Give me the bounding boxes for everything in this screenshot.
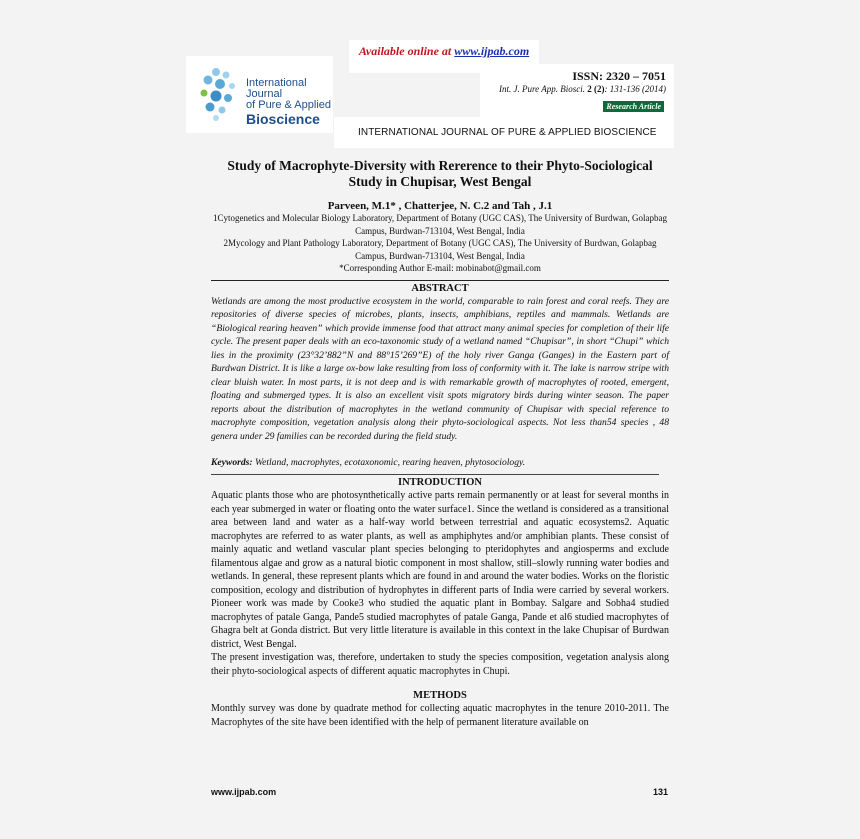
affiliation-1: 1Cytogenetics and Molecular Biology Laboratory, Department of Botany (UGC CAS), The University of Burdwan, Golapbag Campus, Burdwan-713104, West Bengal, India — [213, 213, 667, 236]
journal-logo — [186, 56, 333, 133]
journal-url-link[interactable]: www.ijpab.com — [454, 44, 530, 58]
authors: Parveen, M.1* , Chatterjee, N. C.2 and Tah , J.1 — [327, 200, 553, 212]
logo-dots-icon — [196, 66, 240, 122]
logo-line-3: Bioscience — [246, 111, 320, 127]
introduction-heading: INTRODUCTION — [397, 477, 482, 488]
page-number: 131 — [652, 787, 668, 797]
citation-journal: Int. J. Pure App. Biosci. — [499, 84, 585, 94]
journal-name: INTERNATIONAL JOURNAL OF PURE & APPLIED BIOSCIENCE — [358, 127, 657, 138]
issn: ISSN: 2320 – 7051 — [572, 69, 666, 83]
issn-box — [480, 64, 674, 117]
keywords-text: Wetland, macrophytes, ecotaxonomic, rearing heaven, phytosociology. — [254, 457, 526, 468]
abstract-text: Wetlands are among the most productive ecosystem in the world, comparable to rain forest and coral reefs. They are repositories of diverse species of microbes, plants, insects, amphibians, reptiles and mammals. Wetlands are “Biological rearing heaven” which provide immense food that attract many animal species for completion of their life cycle. The present paper deals with an eco-taxonomic study of a wetland named “Chupisar”, in short “Chupi” which lies in the proximity (23°32’882”N and 88°15’269”E) of the holy river Ganga (Ganges) in the Eastern part of Burdwan District. It is like a large ox-bow lake resulting from loss of conformity with it. The lake is narrow stripe with clear bluish water. In most parts, it is not deep and is with remarkable growth of macrophytes of rooted, emergent, floating and submerged types. It is also an excellent visit spots migratory birds during winter season. The paper reports about the distribution of macrophytes in the wetland community of Chupisar with special reference to macrophyte composition, vegetation analysis along their phyto-sociological aspects. Not less than54 species , 48 genera under 29 families can be recorded during the field study. — [211, 295, 669, 442]
footer-url: www.ijpab.com — [211, 787, 277, 797]
journal-name-box — [334, 117, 674, 148]
logo-line-2: of Pure & Applied — [246, 99, 332, 111]
methods-heading: METHODS — [413, 690, 467, 701]
paper-title: Study of Macrophyte-Diversity with Rererence to their Phyto-Sociological Study in Chupisar, West Bengal — [227, 158, 653, 189]
article-type-badge: Research Article — [603, 101, 664, 112]
citation — [499, 84, 666, 94]
article-content — [211, 158, 669, 729]
logo-line-1: International Journal — [246, 77, 307, 100]
divider — [211, 474, 659, 475]
keywords-label: Keywords: — [211, 457, 253, 468]
available-label: Available online at — [358, 44, 452, 58]
corresponding-author: *Corresponding Author E-mail: mobinabot@gmail.com — [339, 263, 541, 273]
citation-pages: : 131-136 (2014) — [604, 84, 666, 94]
divider — [211, 280, 669, 281]
methods-paragraph-1: Monthly survey was done by quadrate method for collecting aquatic macrophytes in the tenure 2010-2011. The Macrophytes of the site have been identified with the help of permanent literature available on — [211, 703, 669, 728]
introduction-paragraph-1: Aquatic plants those who are photosynthetically active parts remain permanently or at least for several months in each year submerged in water or floating onto the water surface1. Since the wetland is considered as a transitional area between land and water as a half-way world between terrestrial and aquatic ecosystems2. Aquatic macrophytes are referred to as water plants, as well as amphiphytes and/or amphibian plants. These consist of mainly aquatic and wetland vascular plant species belonging to pteridophytes and angiosperms and exclude filamentous algae and grow as a natural biotic component in most shallow, still–slowly running water bodies and wetlands. In general, these represent plants which are found in and around the water bodies. Works on the floristic composition, ecology and distribution of hydrophytes in different parts of India were carried by several workers. Pioneer work was made by Cooke3 who studied the aquatic plant in Bombay. Salgare and Sobha4 studied macrophytes of patale Ganga, Pande5 studied macrophytes of patale Ganga, Pande et al6 studied macrophytes of Ghagra belt at Gonda district. But very little literature is available in this context in the lake Chupisar of Burdwan district, West Bengal. — [211, 490, 669, 650]
affiliation-2: 2Mycology and Plant Pathology Laboratory, Department of Botany (UGC CAS), The University of Burdwan, Golapbag Campus, Burdwan-713104, West Bengal, India — [223, 238, 657, 261]
citation-volume: 2 (2) — [587, 84, 605, 94]
introduction-paragraph-2: The present investigation was, therefore, undertaken to study the species composition, vegetation analysis along their phyto-sociological aspects of different aquatic macrophytes in Chupi. — [211, 652, 669, 677]
abstract-heading: ABSTRACT — [411, 282, 469, 294]
logo-text — [246, 78, 333, 127]
keywords — [211, 457, 669, 468]
